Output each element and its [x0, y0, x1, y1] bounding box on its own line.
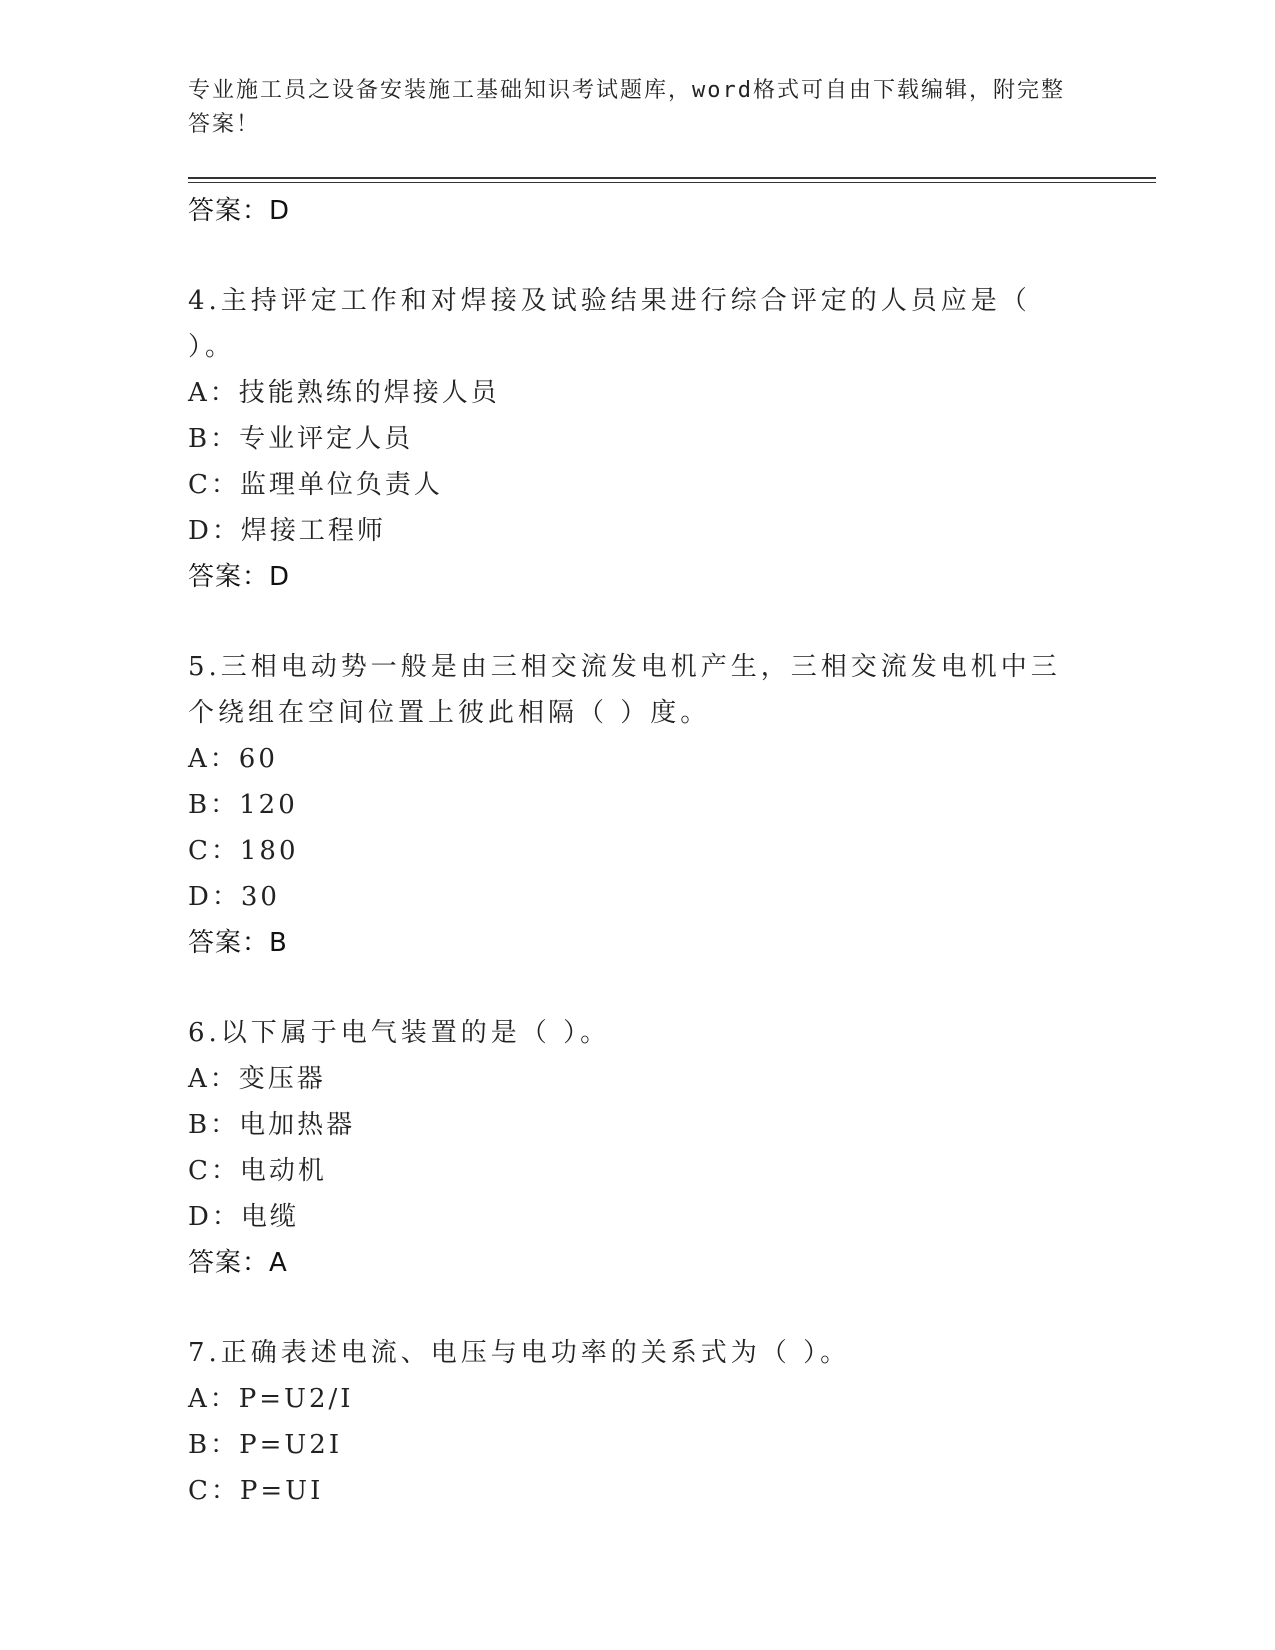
document-header: 专业施工员之设备安装施工基础知识考试题库，word格式可自由下载编辑，附完整答案！ — [188, 78, 1065, 137]
option-c: C：监理单位负责人 — [188, 470, 443, 500]
question-stem: 4.主持评定工作和对焊接及试验结果进行综合评定的人员应是（ ）。 — [188, 286, 1031, 362]
option-a: A：60 — [188, 744, 278, 774]
question-list — [188, 188, 1088, 1558]
question-stem: 5.三相电动势一般是由三相交流发电机产生，三相交流发电机中三个绕组在空间位置上彼此相隔（ ）度。 — [188, 652, 1061, 728]
option-b: B：120 — [188, 790, 298, 820]
question-stem: 6.以下属于电气装置的是（ ）。 — [188, 1018, 611, 1048]
header-divider-thick — [188, 177, 1156, 179]
option-c: C：180 — [188, 836, 299, 866]
answer-line: 答案：B — [188, 928, 288, 958]
question-stem: 7.正确表述电流、电压与电功率的关系式为（ ）。 — [188, 1338, 851, 1368]
previous-answer: 答案：D — [188, 196, 291, 226]
option-c: C：电动机 — [188, 1156, 327, 1186]
question-4 — [188, 278, 1088, 600]
option-a: A：变压器 — [188, 1064, 326, 1094]
option-d: D：焊接工程师 — [188, 516, 386, 546]
option-c: C：P=UI — [188, 1476, 324, 1506]
option-b: B：专业评定人员 — [188, 424, 414, 454]
question-5 — [188, 644, 1088, 966]
option-d: D：30 — [188, 882, 280, 912]
answer-line: 答案：A — [188, 1248, 288, 1278]
answer-line: 答案：D — [188, 562, 291, 592]
question-6 — [188, 1010, 1088, 1286]
option-a: A：P=U2/I — [188, 1384, 354, 1414]
option-b: B：电加热器 — [188, 1110, 356, 1140]
header-divider-thin — [188, 182, 1156, 183]
option-d: D：电缆 — [188, 1202, 299, 1232]
option-b: B：P=U2I — [188, 1430, 343, 1460]
option-a: A：技能熟练的焊接人员 — [188, 378, 500, 408]
question-7 — [188, 1330, 1088, 1514]
